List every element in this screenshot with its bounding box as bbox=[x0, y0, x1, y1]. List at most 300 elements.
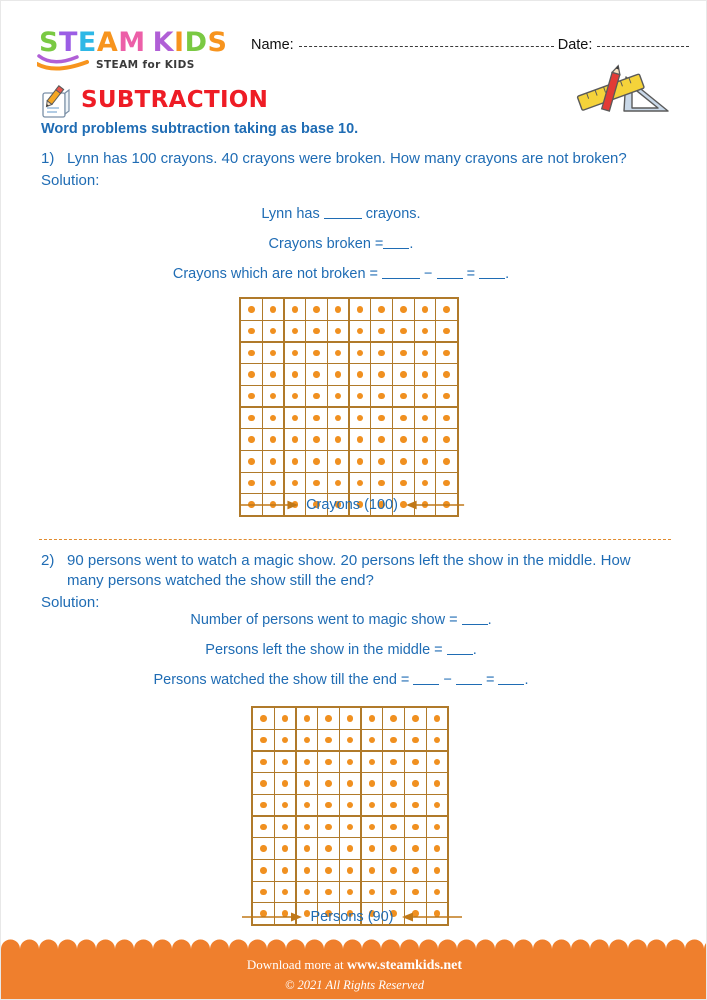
grid-dot bbox=[390, 824, 397, 831]
footer-body bbox=[1, 949, 707, 999]
grid-cell bbox=[275, 773, 296, 794]
arrow-left-icon bbox=[405, 499, 465, 511]
grid-cell bbox=[241, 473, 262, 494]
solution-text: Lynn has bbox=[261, 206, 324, 222]
grid-dot bbox=[313, 458, 320, 465]
grid-cell bbox=[436, 408, 457, 429]
grid-dot bbox=[443, 436, 450, 443]
grid-cell bbox=[415, 408, 436, 429]
grid-cell bbox=[383, 708, 404, 729]
grid-cell bbox=[393, 429, 414, 450]
grid-cell bbox=[362, 752, 383, 773]
grid-cell bbox=[371, 429, 392, 450]
grid-cell bbox=[371, 343, 392, 364]
grid-dot bbox=[422, 371, 429, 378]
answer-blank[interactable] bbox=[413, 673, 439, 685]
grid-cell bbox=[405, 752, 426, 773]
grid-cell bbox=[275, 882, 296, 903]
grid-cell bbox=[285, 299, 306, 320]
grid-cell bbox=[285, 321, 306, 342]
grid-dot bbox=[260, 824, 267, 831]
date-input-line[interactable] bbox=[597, 46, 689, 47]
arrow-left-icon bbox=[401, 911, 463, 923]
grid-dot bbox=[412, 780, 419, 787]
solution-text: . bbox=[409, 236, 414, 252]
grid-cell bbox=[318, 838, 339, 859]
grid-cell bbox=[253, 730, 274, 751]
name-input-line[interactable] bbox=[299, 46, 554, 47]
grid-cell bbox=[427, 708, 448, 729]
grid-dot bbox=[390, 737, 397, 744]
grid-cell bbox=[393, 299, 414, 320]
logo-letter: K bbox=[152, 27, 175, 58]
grid-dot bbox=[357, 458, 364, 465]
grid-dot bbox=[248, 415, 255, 422]
grid-dot bbox=[357, 328, 364, 335]
grid-dot bbox=[412, 715, 419, 722]
grid-dot bbox=[400, 350, 407, 357]
grid-cell bbox=[415, 299, 436, 320]
grid-dot bbox=[378, 328, 385, 335]
grid-dot bbox=[347, 889, 354, 896]
grid-cell bbox=[253, 773, 274, 794]
solution-text: − bbox=[439, 672, 456, 688]
grid-dot bbox=[260, 759, 267, 766]
grid-cell bbox=[306, 321, 327, 342]
grid-dot bbox=[260, 845, 267, 852]
grid-dot bbox=[422, 458, 429, 465]
grid-dot bbox=[369, 759, 376, 766]
grid-cell bbox=[285, 473, 306, 494]
grid-dot bbox=[248, 436, 255, 443]
solution-text: Number of persons went to magic show = bbox=[190, 612, 462, 628]
grid-dot bbox=[325, 867, 332, 874]
grid-cell bbox=[241, 386, 262, 407]
grid-dot bbox=[248, 328, 255, 335]
question-2-solution-lines bbox=[41, 605, 641, 695]
solution-text: . bbox=[487, 612, 492, 628]
grid-cell bbox=[350, 386, 371, 407]
solution-line[interactable] bbox=[41, 229, 641, 259]
grid-dot bbox=[282, 737, 289, 744]
grid-cell bbox=[340, 708, 361, 729]
grid-dot bbox=[313, 328, 320, 335]
grid-dot bbox=[282, 824, 289, 831]
grid-cell bbox=[340, 838, 361, 859]
grid-cell bbox=[328, 451, 349, 472]
solution-line[interactable] bbox=[41, 605, 641, 635]
grid-cell bbox=[297, 838, 318, 859]
logo-swoosh-icon bbox=[37, 52, 89, 72]
grid-cell bbox=[275, 817, 296, 838]
grid-dot bbox=[325, 845, 332, 852]
solution-line[interactable] bbox=[41, 259, 641, 289]
grid-dot bbox=[443, 328, 450, 335]
grid-dot bbox=[304, 824, 311, 831]
grid-cell bbox=[393, 408, 414, 429]
grid-cell bbox=[297, 795, 318, 816]
date-label: Date: bbox=[557, 37, 593, 53]
grid-dot bbox=[282, 715, 289, 722]
grid-dot bbox=[422, 328, 429, 335]
grid-cell bbox=[306, 364, 327, 385]
notepad-pencil-icon bbox=[37, 85, 71, 119]
solution-line[interactable] bbox=[41, 199, 641, 229]
grid-dot bbox=[335, 415, 342, 422]
grid-dot bbox=[260, 867, 267, 874]
question-1-body: Lynn has 100 crayons. 40 crayons were broken. How many crayons are not broken? bbox=[67, 150, 627, 167]
grid-dot bbox=[325, 780, 332, 787]
grid-cell bbox=[253, 860, 274, 881]
grid-dot bbox=[422, 350, 429, 357]
grid-dot bbox=[369, 802, 376, 809]
grid-dot bbox=[260, 780, 267, 787]
persons-caption-row bbox=[239, 909, 465, 925]
solution-text: Persons left the show in the middle = bbox=[205, 642, 447, 658]
grid-cell bbox=[297, 882, 318, 903]
grid-cell bbox=[285, 451, 306, 472]
grid-cell bbox=[371, 451, 392, 472]
grid-cell bbox=[328, 364, 349, 385]
grid-dot bbox=[390, 889, 397, 896]
answer-blank[interactable] bbox=[437, 267, 463, 279]
solution-text: . bbox=[524, 672, 529, 688]
grid-cell bbox=[297, 708, 318, 729]
grid-dot bbox=[292, 436, 299, 443]
grid-dot bbox=[357, 480, 364, 487]
grid-cell bbox=[253, 838, 274, 859]
grid-cell bbox=[318, 817, 339, 838]
grid-dot bbox=[292, 458, 299, 465]
grid-dot bbox=[412, 737, 419, 744]
grid-cell bbox=[275, 860, 296, 881]
grid-cell bbox=[362, 795, 383, 816]
grid-cell bbox=[427, 752, 448, 773]
grid-cell bbox=[241, 364, 262, 385]
grid-dot bbox=[292, 328, 299, 335]
grid-cell bbox=[263, 451, 284, 472]
grid-dot bbox=[390, 845, 397, 852]
answer-blank[interactable] bbox=[498, 673, 524, 685]
grid-cell bbox=[306, 408, 327, 429]
answer-blank[interactable] bbox=[456, 673, 482, 685]
question-2-number: 2) bbox=[41, 552, 55, 569]
grid-cell bbox=[241, 429, 262, 450]
grid-dot bbox=[443, 458, 450, 465]
persons-base10-grid bbox=[251, 706, 449, 926]
grid-dot bbox=[443, 371, 450, 378]
ruler-pencil-triangle-icon bbox=[564, 63, 676, 123]
grid-cell bbox=[297, 730, 318, 751]
grid-cell bbox=[383, 882, 404, 903]
grid-dot bbox=[422, 436, 429, 443]
grid-dot bbox=[325, 715, 332, 722]
logo-letter: S bbox=[207, 27, 228, 58]
grid-cell bbox=[275, 795, 296, 816]
grid-dot bbox=[357, 415, 364, 422]
answer-blank[interactable] bbox=[383, 237, 409, 249]
grid-dot bbox=[304, 845, 311, 852]
grid-dot bbox=[412, 867, 419, 874]
grid-dot bbox=[400, 415, 407, 422]
question-2-block bbox=[41, 551, 641, 611]
grid-cell bbox=[436, 451, 457, 472]
grid-cell bbox=[350, 451, 371, 472]
grid-dot bbox=[434, 824, 441, 831]
grid-dot bbox=[335, 350, 342, 357]
grid-cell bbox=[405, 773, 426, 794]
grid-dot bbox=[292, 306, 299, 313]
grid-dot bbox=[325, 889, 332, 896]
grid-cell bbox=[393, 473, 414, 494]
grid-cell bbox=[328, 429, 349, 450]
grid-dot bbox=[400, 480, 407, 487]
answer-blank[interactable] bbox=[462, 613, 488, 625]
grid-cell bbox=[241, 408, 262, 429]
grid-dot bbox=[335, 436, 342, 443]
grid-cell bbox=[241, 321, 262, 342]
persons-caption: Persons (90) bbox=[310, 909, 394, 925]
solution-text: . bbox=[505, 266, 510, 282]
logo-letter: I bbox=[174, 27, 185, 58]
grid-cell bbox=[371, 364, 392, 385]
grid-dot bbox=[434, 737, 441, 744]
persons-grid-wrap bbox=[251, 706, 449, 926]
grid-cell bbox=[318, 773, 339, 794]
grid-dot bbox=[400, 306, 407, 313]
grid-dot bbox=[292, 350, 299, 357]
grid-dot bbox=[357, 436, 364, 443]
grid-cell bbox=[306, 343, 327, 364]
grid-cell bbox=[415, 321, 436, 342]
grid-dot bbox=[292, 480, 299, 487]
grid-dot bbox=[325, 759, 332, 766]
grid-dot bbox=[270, 415, 277, 422]
name-date-row bbox=[251, 37, 689, 53]
grid-cell bbox=[340, 773, 361, 794]
grid-dot bbox=[378, 415, 385, 422]
grid-cell bbox=[427, 817, 448, 838]
answer-blank[interactable] bbox=[447, 643, 473, 655]
grid-cell bbox=[263, 299, 284, 320]
grid-cell bbox=[393, 343, 414, 364]
solution-text: Crayons which are not broken = bbox=[172, 266, 383, 282]
grid-dot bbox=[347, 759, 354, 766]
footer-site-link[interactable]: www.steamkids.net bbox=[346, 958, 463, 973]
grid-cell bbox=[306, 386, 327, 407]
logo-letter: T bbox=[58, 27, 78, 58]
grid-dot bbox=[248, 480, 255, 487]
page-footer bbox=[1, 937, 707, 999]
grid-dot bbox=[347, 780, 354, 787]
answer-blank[interactable] bbox=[479, 267, 505, 279]
grid-cell bbox=[371, 321, 392, 342]
logo-letter: M bbox=[118, 27, 146, 58]
grid-cell bbox=[383, 795, 404, 816]
grid-cell bbox=[415, 429, 436, 450]
question-2-text bbox=[41, 551, 641, 591]
grid-cell bbox=[362, 860, 383, 881]
grid-cell bbox=[241, 451, 262, 472]
grid-dot bbox=[313, 393, 320, 400]
grid-dot bbox=[347, 845, 354, 852]
solution-text: Persons watched the show till the end = bbox=[153, 672, 414, 688]
answer-blank[interactable] bbox=[324, 207, 362, 219]
grid-cell bbox=[340, 730, 361, 751]
grid-dot bbox=[378, 436, 385, 443]
grid-dot bbox=[325, 802, 332, 809]
grid-cell bbox=[318, 730, 339, 751]
grid-dot bbox=[304, 867, 311, 874]
solution-text: Crayons broken = bbox=[268, 236, 384, 252]
grid-dot bbox=[378, 306, 385, 313]
grid-dot bbox=[248, 458, 255, 465]
grid-dot bbox=[335, 458, 342, 465]
grid-dot bbox=[390, 780, 397, 787]
grid-cell bbox=[383, 860, 404, 881]
grid-cell bbox=[263, 364, 284, 385]
grid-cell bbox=[350, 408, 371, 429]
footer-copyright: © 2021 All Rights Reserved bbox=[284, 978, 425, 992]
grid-dot bbox=[357, 350, 364, 357]
arrow-right-icon bbox=[241, 911, 303, 923]
grid-dot bbox=[282, 802, 289, 809]
grid-cell bbox=[383, 773, 404, 794]
grid-cell bbox=[405, 838, 426, 859]
grid-dot bbox=[304, 737, 311, 744]
grid-dot bbox=[400, 328, 407, 335]
grid-cell bbox=[371, 473, 392, 494]
grid-dot bbox=[347, 715, 354, 722]
question-1-solution-lines bbox=[41, 199, 641, 289]
grid-cell bbox=[328, 386, 349, 407]
grid-dot bbox=[260, 889, 267, 896]
grid-dot bbox=[313, 371, 320, 378]
grid-dot bbox=[270, 458, 277, 465]
grid-dot bbox=[390, 867, 397, 874]
footer-download-prefix: Download more at bbox=[246, 957, 347, 972]
grid-dot bbox=[357, 393, 364, 400]
grid-cell bbox=[263, 408, 284, 429]
question-1-solution-label: Solution: bbox=[41, 172, 100, 189]
grid-dot bbox=[422, 306, 429, 313]
grid-dot bbox=[390, 759, 397, 766]
grid-dot bbox=[412, 802, 419, 809]
grid-cell bbox=[350, 343, 371, 364]
grid-dot bbox=[313, 436, 320, 443]
grid-cell bbox=[306, 473, 327, 494]
solution-line[interactable] bbox=[41, 635, 641, 665]
grid-cell bbox=[340, 860, 361, 881]
grid-dot bbox=[304, 759, 311, 766]
grid-cell bbox=[371, 408, 392, 429]
logo-letter: E bbox=[77, 27, 97, 58]
grid-cell bbox=[371, 299, 392, 320]
grid-dot bbox=[347, 824, 354, 831]
grid-cell bbox=[350, 321, 371, 342]
grid-dot bbox=[282, 780, 289, 787]
grid-cell bbox=[427, 730, 448, 751]
grid-cell bbox=[263, 321, 284, 342]
grid-dot bbox=[292, 415, 299, 422]
grid-dot bbox=[422, 480, 429, 487]
grid-dot bbox=[313, 306, 320, 313]
grid-dot bbox=[434, 845, 441, 852]
grid-dot bbox=[260, 737, 267, 744]
grid-cell bbox=[436, 343, 457, 364]
grid-cell bbox=[253, 795, 274, 816]
grid-cell bbox=[275, 838, 296, 859]
grid-cell bbox=[350, 473, 371, 494]
grid-cell bbox=[362, 817, 383, 838]
grid-dot bbox=[282, 759, 289, 766]
footer-download-line bbox=[1, 957, 707, 974]
grid-cell bbox=[427, 860, 448, 881]
grid-cell bbox=[263, 429, 284, 450]
grid-dot bbox=[369, 867, 376, 874]
grid-dot bbox=[304, 780, 311, 787]
grid-dot bbox=[378, 480, 385, 487]
crayons-caption-row bbox=[239, 497, 465, 513]
grid-dot bbox=[292, 393, 299, 400]
grid-cell bbox=[253, 882, 274, 903]
grid-cell bbox=[415, 364, 436, 385]
grid-cell bbox=[318, 752, 339, 773]
grid-dot bbox=[434, 715, 441, 722]
grid-dot bbox=[378, 350, 385, 357]
grid-dot bbox=[292, 371, 299, 378]
grid-dot bbox=[412, 759, 419, 766]
grid-cell bbox=[393, 364, 414, 385]
grid-dot bbox=[412, 824, 419, 831]
grid-cell bbox=[297, 752, 318, 773]
grid-cell bbox=[318, 708, 339, 729]
grid-cell bbox=[436, 364, 457, 385]
grid-dot bbox=[369, 845, 376, 852]
grid-cell bbox=[383, 730, 404, 751]
arrow-right-icon bbox=[239, 499, 299, 511]
grid-dot bbox=[400, 393, 407, 400]
grid-cell bbox=[318, 795, 339, 816]
grid-cell bbox=[436, 321, 457, 342]
grid-dot bbox=[443, 393, 450, 400]
grid-cell bbox=[318, 860, 339, 881]
logo-tagline: STEAM for KIDS bbox=[96, 59, 195, 71]
page-subtitle: Word problems subtraction taking as base 10. bbox=[41, 121, 359, 137]
grid-cell bbox=[427, 882, 448, 903]
solution-line[interactable] bbox=[41, 665, 641, 695]
grid-dot bbox=[313, 415, 320, 422]
grid-dot bbox=[325, 737, 332, 744]
grid-cell bbox=[285, 364, 306, 385]
grid-cell bbox=[297, 817, 318, 838]
grid-dot bbox=[282, 845, 289, 852]
grid-dot bbox=[400, 371, 407, 378]
grid-cell bbox=[362, 708, 383, 729]
grid-cell bbox=[405, 860, 426, 881]
grid-dot bbox=[443, 480, 450, 487]
section-divider bbox=[39, 539, 671, 540]
grid-dot bbox=[443, 350, 450, 357]
answer-blank[interactable] bbox=[382, 267, 420, 279]
grid-dot bbox=[248, 350, 255, 357]
grid-cell bbox=[362, 773, 383, 794]
grid-dot bbox=[270, 328, 277, 335]
grid-dot bbox=[434, 867, 441, 874]
grid-cell bbox=[362, 882, 383, 903]
question-1-text bbox=[41, 149, 641, 169]
grid-dot bbox=[347, 867, 354, 874]
